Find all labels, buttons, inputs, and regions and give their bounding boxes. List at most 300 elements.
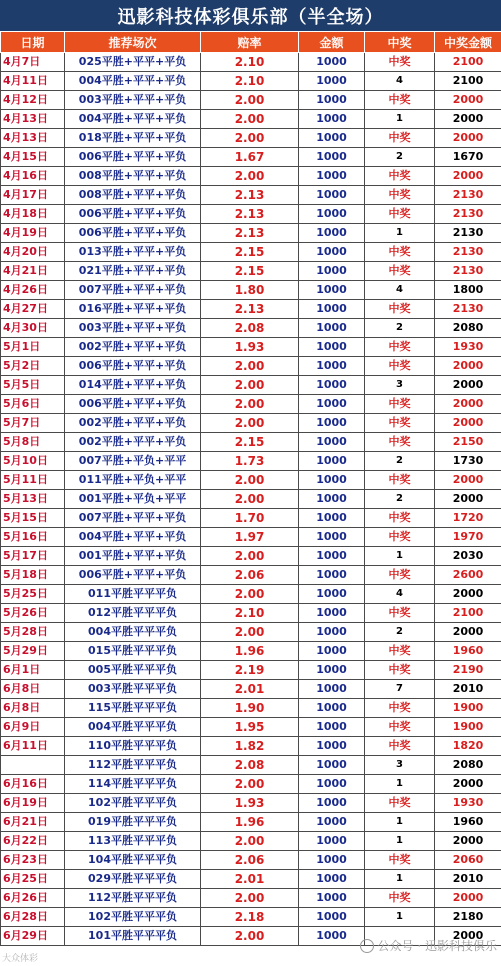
amount-cell: 1000: [299, 319, 365, 338]
amount-cell: 1000: [299, 281, 365, 300]
amount-cell: 1000: [299, 167, 365, 186]
date-cell: 5月8日: [1, 433, 65, 452]
header-date: 日期: [1, 32, 65, 53]
odds-cell: 2.15: [201, 433, 299, 452]
result-cell: 中奖: [365, 851, 435, 870]
table-row: [1, 547, 501, 566]
table-row: [1, 528, 501, 547]
amount-cell: 1000: [299, 756, 365, 775]
result-cell: 1: [365, 908, 435, 927]
amount-cell: 1000: [299, 243, 365, 262]
date-cell: 5月10日: [1, 452, 65, 471]
date-cell: 5月11日: [1, 471, 65, 490]
table-row: [1, 300, 501, 319]
table-row: [1, 756, 501, 775]
amount-cell: 1000: [299, 148, 365, 167]
result-cell: 中奖: [365, 699, 435, 718]
table-row: [1, 205, 501, 224]
match-cell: 004平胜平平平负: [65, 623, 201, 642]
odds-cell: 2.00: [201, 167, 299, 186]
table-row: [1, 889, 501, 908]
result-cell: 中奖: [365, 661, 435, 680]
match-cell: 112平胜平平平负: [65, 756, 201, 775]
amount-cell: 1000: [299, 585, 365, 604]
date-cell: 4月16日: [1, 167, 65, 186]
table-row: [1, 53, 501, 72]
watermark-small: 大众体彩: [2, 954, 39, 964]
watermark-text: 公众号 · 迅影科技俱乐: [377, 939, 497, 953]
date-cell: 6月29日: [1, 927, 65, 946]
amount-cell: 1000: [299, 547, 365, 566]
result-cell: 中奖: [365, 718, 435, 737]
header-row: [1, 32, 501, 53]
result-cell: 中奖: [365, 737, 435, 756]
total-cell: 2130: [435, 243, 501, 262]
result-cell: 4: [365, 585, 435, 604]
total-cell: 2080: [435, 756, 501, 775]
odds-cell: 2.08: [201, 756, 299, 775]
amount-cell: 1000: [299, 832, 365, 851]
total-cell: 1730: [435, 452, 501, 471]
amount-cell: 1000: [299, 110, 365, 129]
result-cell: 中奖: [365, 889, 435, 908]
result-cell: 中奖: [365, 205, 435, 224]
result-cell: 中奖: [365, 300, 435, 319]
amount-cell: 1000: [299, 528, 365, 547]
result-cell: 2: [365, 148, 435, 167]
total-cell: 2600: [435, 566, 501, 585]
total-cell: 2000: [435, 376, 501, 395]
match-cell: 003平胜平平平负: [65, 680, 201, 699]
total-cell: 2130: [435, 205, 501, 224]
result-cell: 4: [365, 281, 435, 300]
match-cell: 008平胜+平平+平负: [65, 167, 201, 186]
odds-cell: 2.13: [201, 224, 299, 243]
amount-cell: 1000: [299, 224, 365, 243]
table-row: [1, 186, 501, 205]
amount-cell: 1000: [299, 775, 365, 794]
amount-cell: 1000: [299, 870, 365, 889]
odds-cell: 2.08: [201, 319, 299, 338]
date-cell: 6月28日: [1, 908, 65, 927]
match-cell: 112平胜平平平负: [65, 889, 201, 908]
total-cell: 1960: [435, 642, 501, 661]
date-cell: 6月1日: [1, 661, 65, 680]
table-row: [1, 623, 501, 642]
match-cell: 002平胜+平平+平负: [65, 433, 201, 452]
amount-cell: 1000: [299, 927, 365, 946]
date-cell: 5月1日: [1, 338, 65, 357]
amount-cell: 1000: [299, 794, 365, 813]
odds-cell: 2.00: [201, 927, 299, 946]
match-cell: 004平胜平平平负: [65, 718, 201, 737]
match-cell: 114平胜平平平负: [65, 775, 201, 794]
odds-cell: 2.10: [201, 72, 299, 91]
header-odds: 赔率: [201, 32, 299, 53]
table-row: [1, 376, 501, 395]
amount-cell: 1000: [299, 357, 365, 376]
odds-cell: 2.00: [201, 889, 299, 908]
odds-cell: 2.00: [201, 490, 299, 509]
match-cell: 007平胜+平负+平平: [65, 452, 201, 471]
total-cell: 2100: [435, 604, 501, 623]
odds-cell: 1.67: [201, 148, 299, 167]
total-cell: 2000: [435, 832, 501, 851]
total-cell: 1670: [435, 148, 501, 167]
amount-cell: 1000: [299, 433, 365, 452]
table-row: [1, 395, 501, 414]
table-row: [1, 167, 501, 186]
result-cell: 中奖: [365, 262, 435, 281]
date-cell: 6月23日: [1, 851, 65, 870]
amount-cell: 1000: [299, 604, 365, 623]
total-cell: 2000: [435, 129, 501, 148]
match-cell: 110平胜平平平负: [65, 737, 201, 756]
date-cell: 4月26日: [1, 281, 65, 300]
total-cell: 2080: [435, 319, 501, 338]
amount-cell: 1000: [299, 452, 365, 471]
total-cell: 2010: [435, 680, 501, 699]
result-cell: 1: [365, 224, 435, 243]
odds-cell: 2.00: [201, 775, 299, 794]
match-cell: 011平胜平平平负: [65, 585, 201, 604]
amount-cell: 1000: [299, 72, 365, 91]
table-row: [1, 699, 501, 718]
result-cell: 7: [365, 680, 435, 699]
total-cell: 2000: [435, 490, 501, 509]
header-total: 中奖金额: [435, 32, 501, 53]
amount-cell: 1000: [299, 300, 365, 319]
results-table: [0, 31, 501, 946]
table-row: [1, 775, 501, 794]
amount-cell: 1000: [299, 737, 365, 756]
result-cell: 1: [365, 547, 435, 566]
total-cell: 2190: [435, 661, 501, 680]
odds-cell: 2.00: [201, 357, 299, 376]
odds-cell: 2.00: [201, 623, 299, 642]
table-row: [1, 319, 501, 338]
date-cell: 5月7日: [1, 414, 65, 433]
date-cell: 4月18日: [1, 205, 65, 224]
result-cell: 3: [365, 756, 435, 775]
total-cell: 2000: [435, 167, 501, 186]
date-cell: 5月17日: [1, 547, 65, 566]
table-row: [1, 433, 501, 452]
table-row: [1, 585, 501, 604]
match-cell: 012平胜平平平负: [65, 604, 201, 623]
date-cell: 6月25日: [1, 870, 65, 889]
match-cell: 008平胜+平平+平负: [65, 186, 201, 205]
odds-cell: 1.82: [201, 737, 299, 756]
date-cell: 6月11日: [1, 737, 65, 756]
amount-cell: 1000: [299, 680, 365, 699]
result-cell: 中奖: [365, 395, 435, 414]
amount-cell: 1000: [299, 509, 365, 528]
result-cell: 中奖: [365, 566, 435, 585]
odds-cell: 2.15: [201, 243, 299, 262]
match-cell: 001平胜+平平+平负: [65, 547, 201, 566]
date-cell: 5月15日: [1, 509, 65, 528]
total-cell: 2000: [435, 471, 501, 490]
match-cell: 004平胜+平平+平负: [65, 72, 201, 91]
match-cell: 013平胜+平平+平负: [65, 243, 201, 262]
result-cell: 1: [365, 832, 435, 851]
odds-cell: 2.00: [201, 395, 299, 414]
header-match: 推荐场次: [65, 32, 201, 53]
date-cell: 5月28日: [1, 623, 65, 642]
match-cell: 006平胜+平平+平负: [65, 224, 201, 243]
table-row: [1, 794, 501, 813]
total-cell: 1960: [435, 813, 501, 832]
match-cell: 002平胜+平平+平负: [65, 414, 201, 433]
date-cell: 4月19日: [1, 224, 65, 243]
odds-cell: 2.15: [201, 262, 299, 281]
date-cell: 4月11日: [1, 72, 65, 91]
odds-cell: 2.13: [201, 205, 299, 224]
table-row: [1, 243, 501, 262]
date-cell: 5月13日: [1, 490, 65, 509]
total-cell: 1800: [435, 281, 501, 300]
table-row: [1, 870, 501, 889]
date-cell: 4月12日: [1, 91, 65, 110]
odds-cell: 1.93: [201, 338, 299, 357]
match-cell: 006平胜+平平+平负: [65, 205, 201, 224]
page-title: 迅影科技体彩俱乐部（半全场）: [0, 0, 501, 31]
result-cell: 1: [365, 813, 435, 832]
odds-cell: 2.18: [201, 908, 299, 927]
amount-cell: 1000: [299, 566, 365, 585]
total-cell: 2030: [435, 547, 501, 566]
result-cell: 1: [365, 110, 435, 129]
result-cell: 中奖: [365, 414, 435, 433]
result-cell: 4: [365, 72, 435, 91]
header-result: 中奖: [365, 32, 435, 53]
table-row: [1, 832, 501, 851]
match-cell: 007平胜+平平+平负: [65, 281, 201, 300]
odds-cell: 1.70: [201, 509, 299, 528]
table-row: [1, 357, 501, 376]
header-amount: 金额: [299, 32, 365, 53]
amount-cell: 1000: [299, 395, 365, 414]
odds-cell: 1.97: [201, 528, 299, 547]
match-cell: 007平胜+平平+平负: [65, 509, 201, 528]
amount-cell: 1000: [299, 908, 365, 927]
total-cell: 2060: [435, 851, 501, 870]
odds-cell: 2.01: [201, 870, 299, 889]
match-cell: 004平胜+平平+平负: [65, 110, 201, 129]
odds-cell: 2.00: [201, 832, 299, 851]
amount-cell: 1000: [299, 338, 365, 357]
total-cell: 2100: [435, 72, 501, 91]
date-cell: 4月15日: [1, 148, 65, 167]
table-row: [1, 338, 501, 357]
total-cell: 1900: [435, 699, 501, 718]
odds-cell: 1.96: [201, 642, 299, 661]
match-cell: 002平胜+平平+平负: [65, 338, 201, 357]
result-cell: 中奖: [365, 338, 435, 357]
total-cell: 2000: [435, 775, 501, 794]
odds-cell: 1.73: [201, 452, 299, 471]
amount-cell: 1000: [299, 205, 365, 224]
total-cell: 2000: [435, 927, 501, 946]
table-row: [1, 604, 501, 623]
match-cell: 021平胜+平平+平负: [65, 262, 201, 281]
odds-cell: 2.10: [201, 604, 299, 623]
date-cell: 4月30日: [1, 319, 65, 338]
total-cell: 1900: [435, 718, 501, 737]
result-cell: 1: [365, 870, 435, 889]
match-cell: 003平胜+平平+平负: [65, 91, 201, 110]
odds-cell: 1.93: [201, 794, 299, 813]
watermark: [360, 937, 497, 954]
odds-cell: 2.13: [201, 186, 299, 205]
amount-cell: 1000: [299, 91, 365, 110]
table-row: [1, 129, 501, 148]
match-cell: 005平胜平平平负: [65, 661, 201, 680]
result-cell: 中奖: [365, 167, 435, 186]
date-cell: 5月25日: [1, 585, 65, 604]
amount-cell: 1000: [299, 699, 365, 718]
result-cell: 中奖: [365, 433, 435, 452]
date-cell: 4月13日: [1, 110, 65, 129]
match-cell: 004平胜+平平+平负: [65, 528, 201, 547]
match-cell: 101平胜平平平负: [65, 927, 201, 946]
match-cell: 016平胜+平平+平负: [65, 300, 201, 319]
wechat-icon: [360, 939, 374, 953]
result-cell: 3: [365, 376, 435, 395]
total-cell: 2180: [435, 908, 501, 927]
table-row: [1, 680, 501, 699]
result-cell: 中奖: [365, 129, 435, 148]
date-cell: 5月2日: [1, 357, 65, 376]
date-cell: 5月5日: [1, 376, 65, 395]
match-cell: 006平胜+平平+平负: [65, 357, 201, 376]
total-cell: 2000: [435, 414, 501, 433]
amount-cell: 1000: [299, 623, 365, 642]
odds-cell: 2.19: [201, 661, 299, 680]
table-row: [1, 72, 501, 91]
match-cell: 029平胜平平平负: [65, 870, 201, 889]
total-cell: 2000: [435, 395, 501, 414]
date-cell: 4月21日: [1, 262, 65, 281]
amount-cell: 1000: [299, 414, 365, 433]
date-cell: [1, 756, 65, 775]
result-cell: 中奖: [365, 604, 435, 623]
table-row: [1, 642, 501, 661]
total-cell: 1970: [435, 528, 501, 547]
date-cell: 4月7日: [1, 53, 65, 72]
total-cell: 1930: [435, 338, 501, 357]
date-cell: 6月8日: [1, 680, 65, 699]
total-cell: 2130: [435, 300, 501, 319]
match-cell: 102平胜平平平负: [65, 794, 201, 813]
odds-cell: 2.00: [201, 129, 299, 148]
result-cell: 中奖: [365, 357, 435, 376]
date-cell: 6月22日: [1, 832, 65, 851]
table-row: [1, 737, 501, 756]
match-cell: 003平胜+平平+平负: [65, 319, 201, 338]
result-cell: 中奖: [365, 642, 435, 661]
odds-cell: 2.00: [201, 414, 299, 433]
total-cell: 2000: [435, 623, 501, 642]
result-cell: 2: [365, 490, 435, 509]
odds-cell: 2.13: [201, 300, 299, 319]
odds-cell: 2.10: [201, 53, 299, 72]
amount-cell: 1000: [299, 471, 365, 490]
match-cell: 104平胜平平平负: [65, 851, 201, 870]
match-cell: 011平胜+平负+平平: [65, 471, 201, 490]
result-cell: 中奖: [365, 243, 435, 262]
match-cell: 018平胜+平平+平负: [65, 129, 201, 148]
total-cell: 2000: [435, 889, 501, 908]
match-cell: 115平胜平平平负: [65, 699, 201, 718]
table-row: [1, 110, 501, 129]
total-cell: 2000: [435, 585, 501, 604]
amount-cell: 1000: [299, 661, 365, 680]
amount-cell: 1000: [299, 718, 365, 737]
odds-cell: 2.00: [201, 110, 299, 129]
table-row: [1, 91, 501, 110]
table-row: [1, 661, 501, 680]
date-cell: 6月16日: [1, 775, 65, 794]
result-cell: 中奖: [365, 509, 435, 528]
date-cell: 5月16日: [1, 528, 65, 547]
result-cell: 2: [365, 623, 435, 642]
odds-cell: 2.06: [201, 851, 299, 870]
date-cell: 5月18日: [1, 566, 65, 585]
table-row: [1, 813, 501, 832]
date-cell: 6月19日: [1, 794, 65, 813]
odds-cell: 2.00: [201, 471, 299, 490]
amount-cell: 1000: [299, 851, 365, 870]
date-cell: 4月17日: [1, 186, 65, 205]
match-cell: 102平胜平平平负: [65, 908, 201, 927]
result-cell: 中奖: [365, 91, 435, 110]
table-row: [1, 148, 501, 167]
amount-cell: 1000: [299, 889, 365, 908]
odds-cell: 2.00: [201, 585, 299, 604]
amount-cell: 1000: [299, 53, 365, 72]
total-cell: 2130: [435, 186, 501, 205]
result-cell: 2: [365, 319, 435, 338]
table-row: [1, 851, 501, 870]
total-cell: 2130: [435, 262, 501, 281]
total-cell: 2150: [435, 433, 501, 452]
odds-cell: 1.96: [201, 813, 299, 832]
amount-cell: 1000: [299, 490, 365, 509]
date-cell: 6月26日: [1, 889, 65, 908]
total-cell: 1820: [435, 737, 501, 756]
match-cell: 014平胜+平平+平负: [65, 376, 201, 395]
date-cell: 6月21日: [1, 813, 65, 832]
result-cell: 2: [365, 452, 435, 471]
table-row: [1, 224, 501, 243]
odds-cell: 2.00: [201, 376, 299, 395]
table-row: [1, 414, 501, 433]
amount-cell: 1000: [299, 186, 365, 205]
result-cell: 中奖: [365, 53, 435, 72]
table-row: [1, 262, 501, 281]
date-cell: 5月29日: [1, 642, 65, 661]
date-cell: 6月8日: [1, 699, 65, 718]
match-cell: 025平胜+平平+平负: [65, 53, 201, 72]
result-cell: 中奖: [365, 471, 435, 490]
total-cell: 2000: [435, 357, 501, 376]
match-cell: 113平胜平平平负: [65, 832, 201, 851]
odds-cell: 2.00: [201, 91, 299, 110]
odds-cell: 1.95: [201, 718, 299, 737]
result-cell: 中奖: [365, 794, 435, 813]
